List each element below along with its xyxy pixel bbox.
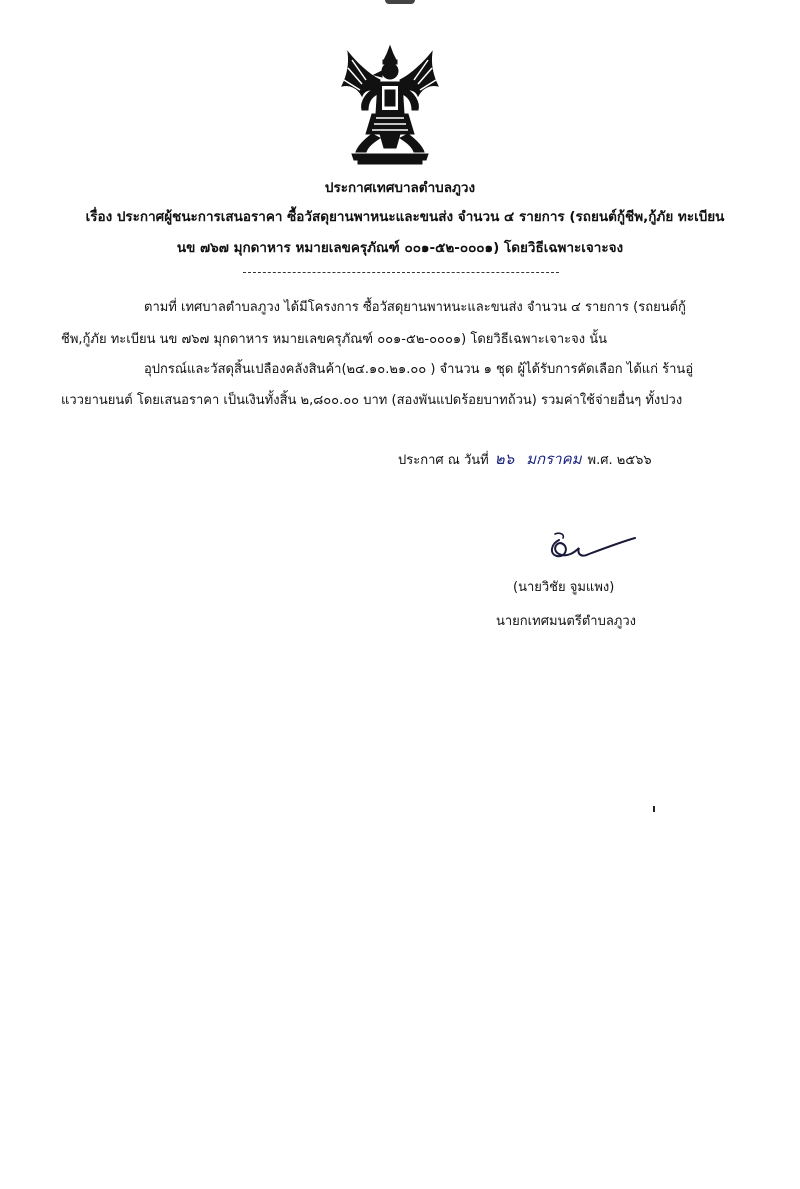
- body-line-4: แววยานยนต์ โดยเสนอราคา เป็นเงินทั้งสิ้น ๒,๘๐๐.๐๐ บาท (สองพันแปดร้อยบาทถ้วน) รวมค่าใช้จ่ายอื่นๆ ทั้งปวง: [61, 393, 683, 408]
- date-year: พ.ศ. ๒๕๖๖: [587, 453, 652, 468]
- subject-line-1: เรื่อง ประกาศผู้ชนะการเสนอราคา ซื้อวัสดุยานพาหนะและขนส่ง จำนวน ๔ รายการ (รถยนต์กู้ชีพ,กู้ภัย ทะเบียน: [85, 209, 725, 225]
- signer-position: นายกเทศมนตรีตำบลภูวง: [496, 614, 636, 629]
- announcement-title: ประกาศเทศบาลตำบลภูวง: [324, 180, 476, 196]
- scan-speck: [653, 806, 655, 812]
- body-line-2: ชีพ,กู้ภัย ทะเบียน นข ๗๖๗ มุกดาหาร หมายเลขครุภัณฑ์ ๐๐๑-๕๒-๐๐๐๑) โดยวิธีเฉพาะเจาะจง นั้น: [61, 332, 607, 347]
- garuda-emblem-icon: [338, 44, 442, 166]
- signature-icon: [545, 530, 640, 566]
- date-day-handwritten: ๒๖: [494, 450, 515, 468]
- subject-line-2: นข ๗๖๗ มุกดาหาร หมายเลขครุภัณฑ์ ๐๐๑-๕๒-๐๐๐๑) โดยวิธีเฉพาะเจาะจง: [176, 240, 624, 256]
- body-line-3: อุปกรณ์และวัสดุสิ้นเปลืองคลังสินค้า(๒๔.๑๐.๒๑.๐๐ ) จำนวน ๑ ชุด ผู้ได้รับการคัดเลือก ได้แก่ ร้านอู่: [144, 362, 694, 377]
- dashed-divider: [243, 272, 559, 273]
- date-prefix: ประกาศ ณ วันที่: [398, 453, 489, 468]
- date-month-handwritten: มกราคม: [526, 450, 582, 468]
- signer-name: (นายวิชัย จูมแพง): [513, 580, 615, 595]
- scan-edge-mark: [385, 0, 415, 4]
- body-line-1: ตามที่ เทศบาลตำบลภูวง ได้มีโครงการ ซื้อวัสดุยานพาหนะและขนส่ง จำนวน ๔ รายการ (รถยนต์กู้: [144, 300, 686, 315]
- announcement-date: [398, 447, 652, 471]
